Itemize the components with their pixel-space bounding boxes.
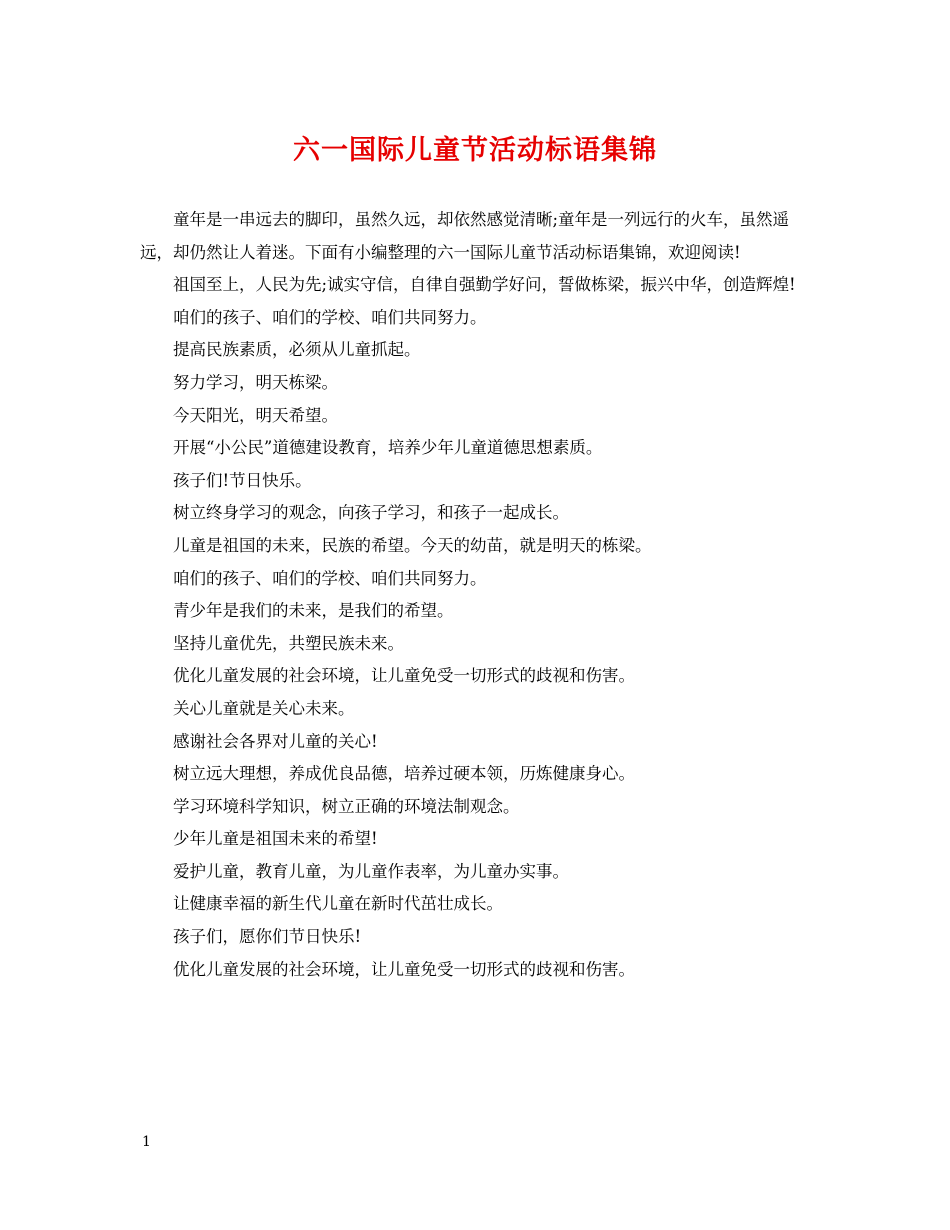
paragraph: 优化儿童发展的社会环境，让儿童免受一切形式的歧视和伤害。 bbox=[173, 959, 635, 979]
paragraph: 爱护儿童，教育儿童，为儿童作表率，为儿童办实事。 bbox=[173, 861, 569, 881]
document-title: 六一国际儿童节活动标语集锦 bbox=[293, 135, 657, 166]
paragraph: 咱们的孩子、咱们的学校、咱们共同努力。 bbox=[173, 568, 487, 588]
paragraph: 感谢社会各界对儿童的关心! bbox=[173, 731, 378, 751]
paragraph: 关心儿童就是关心未来。 bbox=[173, 698, 355, 718]
paragraph: 树立终身学习的观念，向孩子学习，和孩子一起成长。 bbox=[173, 503, 569, 523]
paragraph: 孩子们!节日快乐。 bbox=[173, 470, 312, 490]
paragraph: 儿童是祖国的未来，民族的希望。今天的幼苗，就是明天的栋梁。 bbox=[173, 535, 652, 555]
paragraph: 今天阳光，明天希望。 bbox=[173, 405, 338, 425]
paragraph: 提高民族素质，必须从儿童抓起。 bbox=[173, 340, 421, 360]
paragraph: 让健康幸福的新生代儿童在新时代茁壮成长。 bbox=[173, 894, 503, 914]
paragraph: 树立远大理想，养成优良品德，培养过硬本领，历炼健康身心。 bbox=[173, 764, 635, 784]
page-number: 1 bbox=[142, 1134, 151, 1150]
paragraph: 优化儿童发展的社会环境，让儿童免受一切形式的歧视和伤害。 bbox=[173, 666, 635, 686]
paragraph: 咱们的孩子、咱们的学校、咱们共同努力。 bbox=[173, 307, 487, 327]
paragraph: 努力学习，明天栋梁。 bbox=[173, 372, 338, 392]
paragraph: 孩子们，愿你们节日快乐! bbox=[173, 927, 362, 947]
paragraph: 学习环境科学知识，树立正确的环境法制观念。 bbox=[173, 796, 520, 816]
paragraph: 开展“小公民”道德建设教育，培养少年儿童道德思想素质。 bbox=[173, 438, 603, 458]
paragraph: 青少年是我们的未来，是我们的希望。 bbox=[173, 601, 454, 621]
paragraph: 祖国至上，人民为先;诚实守信，自律自强勤学好问，誓做栋梁，振兴中华，创造辉煌! bbox=[173, 275, 796, 295]
paragraph: 坚持儿童优先，共塑民族未来。 bbox=[173, 633, 404, 653]
document-body bbox=[140, 204, 810, 986]
paragraph: 童年是一串远去的脚印，虽然久远，却依然感觉清晰;童年是一列远行的火车，虽然遥远，却仍然让人着迷。下面有小编整理的六一国际儿童节活动标语集锦，欢迎阅读! bbox=[140, 210, 790, 262]
paragraph: 少年儿童是祖国未来的希望! bbox=[173, 829, 378, 849]
